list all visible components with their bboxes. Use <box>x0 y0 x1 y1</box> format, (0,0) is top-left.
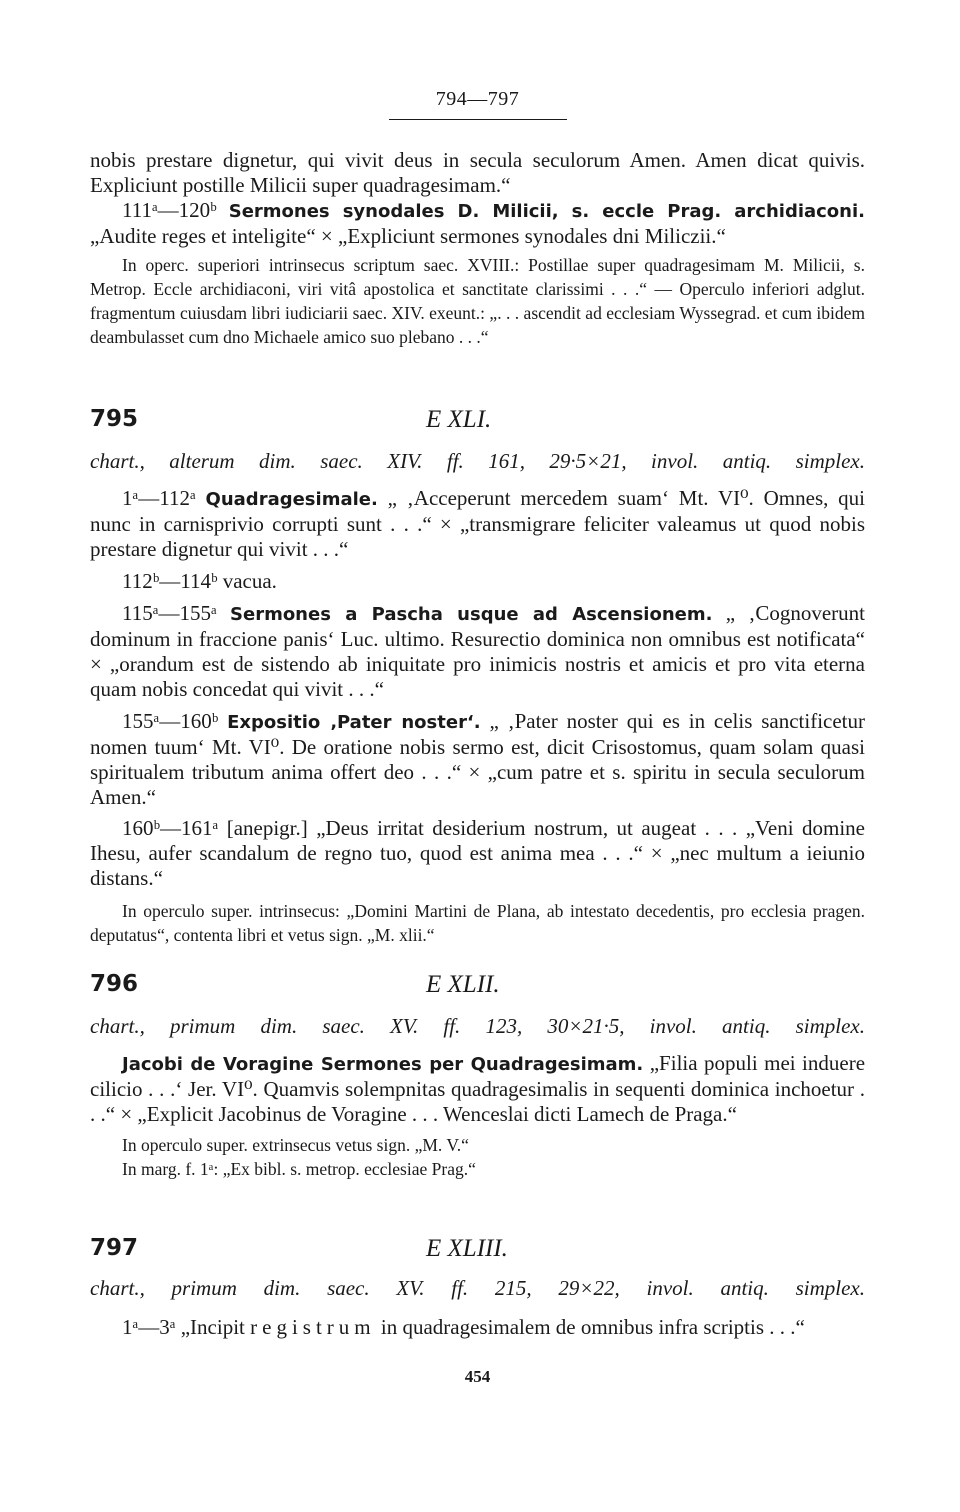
note: In operculo super. intrinsecus: „Domini Martini de Plana, ab intestato decedentis, pro ecclesia pragen. deputatus“, contenta libri et vetus sign. „M. xlii.“ <box>90 901 865 945</box>
note: In operculo super. extrinsecus vetus sign. „M. V.“ <box>122 1135 469 1155</box>
entry-number: 797 <box>90 1235 139 1261</box>
entry-range: 794—797 <box>435 88 520 110</box>
folio-range: 111ᵃ—120ᵇ <box>122 198 217 222</box>
folio-range: 155ᵃ—160ᵇ <box>122 709 219 733</box>
paragraph: 160ᵇ—161ᵃ [anepigr.] „Deus irritat desiderium nostrum, ut augeat . . . „Veni domine Ihesu, aufer scandalum de regno tuo, quod est anima mea . . .“ × „nec multum a ieiunio distans.“ <box>90 816 865 890</box>
codex-description: chart., primum dim. saec. XV. ff. 123, 30×21·5, invol. antiq. simplex. <box>90 1014 865 1038</box>
paragraph <box>90 601 865 702</box>
work-title: Sermones a Pascha usque ad Ascensionem. <box>230 604 713 625</box>
entry-794-continuation <box>90 148 865 349</box>
shelf-signature: E XLIII. <box>426 1235 508 1262</box>
entry-796-body <box>90 1051 865 1181</box>
incipit-start: „Incipit <box>180 1315 245 1339</box>
incipit-rest: in quadragesimalem de omnibus infra scriptis . . .“ <box>380 1315 805 1339</box>
entry-795-heading <box>90 406 865 440</box>
paragraph: nobis prestare dignetur, qui vivit deus in secula seculorum Amen. Amen dicat quivis. Expliciunt postille Milicii super quadragesimam.“ <box>90 148 865 197</box>
note: In operc. superiori intrinsecus scriptum saec. XVIII.: Postillae super quadragesimam M. Milicii, s. Metrop. Eccle archidiaconi, viri vitâ apostolica et sanctitate clarissimi . . .“ — Operculo inferiori adglut. fragmentum cuiusdam libri iudiciarii saec. XIV. exeunt.: „. . . ascendit ad ecclesiam Wyssegrad. et cum ibidem deambulasset cum dno Michaele amico suo plebano . . .“ <box>90 255 865 347</box>
incipit-explicit: „ ‚Cognoverunt dominum in fraccione panis‘ Luc. ultimo. Resurectio dominica non omnibus est notificata“ × „orandum est de sistendo ab iniquitate pro inimicis nostris et amicis et pro vita eterna quam nobis concedat qui vivit . . .“ <box>90 601 866 701</box>
paragraph: 112ᵇ—114ᵇ vacua. <box>122 569 277 593</box>
work-title: Jacobi de Voragine Sermones per Quadragesimam. <box>122 1054 644 1075</box>
paragraph <box>90 198 865 249</box>
codex-description: chart., alterum dim. saec. XIV. ff. 161, 29·5×21, invol. antiq. simplex. <box>90 449 865 473</box>
incipit-explicit: „Filia populi mei induere cilicio . . .‘ Jer. VI⁰. Quamvis solempnitas quadragesimalis in sequenti dominica inchoetur . . .“ × „Explicit Jacobinus de Voragine . . . Wenceslai dicti Lamech de Praga.“ <box>90 1051 866 1126</box>
incipit-explicit: „Audite reges et inteligite“ × „Expliciunt sermones synodales dni Miliczii.“ <box>90 224 726 248</box>
incipit-explicit: „ ‚Pater noster qui es in celis sanctificetur nomen tuum‘ Mt. VI⁰. De oratione nobis sermo est, dicit Crisostomus, quam solam quasi spiritualem tributum anima offert deo . . .“ × „cum patre et s. spiritu in secula seculorum Amen.“ <box>90 709 866 809</box>
folio-range: 115ᵃ—155ᵃ <box>122 601 217 625</box>
entry-number: 796 <box>90 971 139 997</box>
header-rule <box>389 119 567 120</box>
note: In marg. f. 1ᵃ: „Ex bibl. s. metrop. ecclesiae Prag.“ <box>122 1159 476 1179</box>
paragraph <box>90 709 865 810</box>
running-header <box>90 88 865 120</box>
folio-range: 1ᵃ—3ᵃ <box>122 1315 176 1339</box>
entry-795-body <box>90 486 865 947</box>
work-title: Expositio ‚Pater noster‘. <box>227 712 481 733</box>
page-number: 454 <box>464 1367 491 1386</box>
shelf-signature: E XLI. <box>426 406 492 433</box>
entry-number: 795 <box>90 406 139 432</box>
entry-797-body <box>90 1315 865 1340</box>
shelf-signature: E XLII. <box>426 971 500 998</box>
work-title: Quadragesimale. <box>205 489 378 510</box>
spaced-word: registrum <box>250 1315 376 1339</box>
paragraph <box>90 1051 865 1127</box>
entry-797-heading <box>90 1235 865 1269</box>
folio-range: 1ᵃ—112ᵃ <box>122 486 196 510</box>
entry-796-heading <box>90 971 865 1005</box>
paragraph <box>90 1315 865 1340</box>
incipit-explicit: „ ‚Acceperunt mercedem suam‘ Mt. VI⁰. Omnes, qui nunc in carnisprivio corrupti sunt . . .“ × „transmigrare feliciter valeamus ut quod nobis prestare dignetur qui vivit . . .“ <box>90 486 866 561</box>
codex-description: chart., primum dim. saec. XV. ff. 215, 29×22, invol. antiq. simplex. <box>90 1276 865 1300</box>
work-title: Sermones synodales D. Milicii, s. eccle Prag. archidiaconi. <box>228 201 865 222</box>
paragraph <box>90 486 865 562</box>
